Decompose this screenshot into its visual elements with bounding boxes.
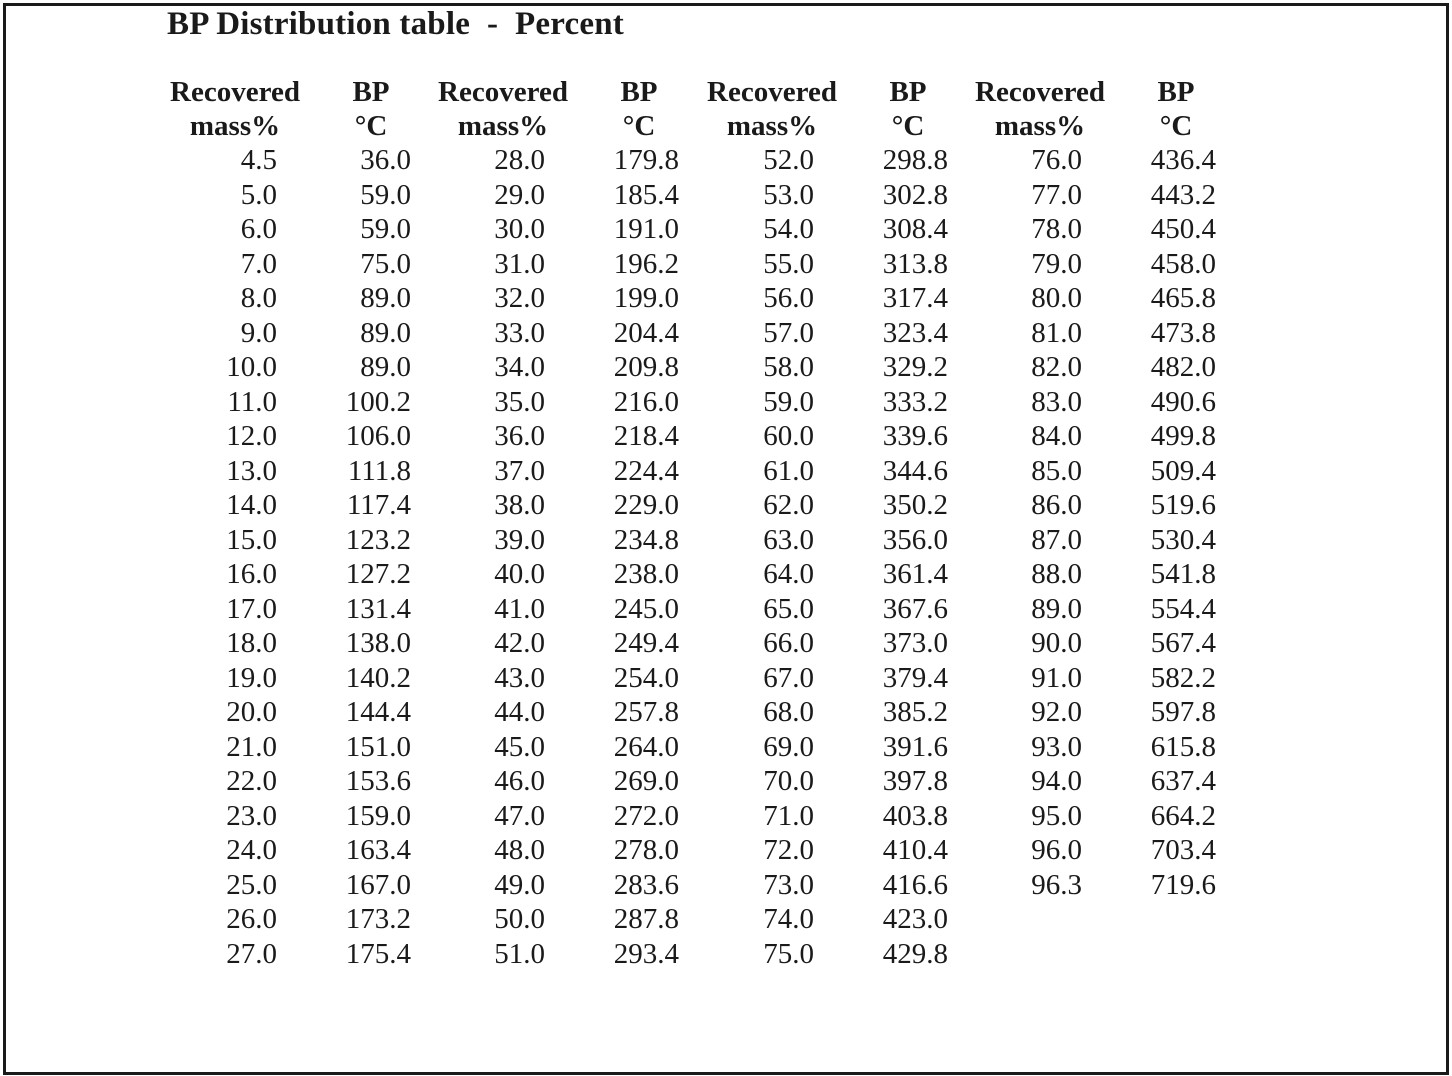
bp-value: 123.2: [345, 524, 411, 556]
recovered-mass-value: 5.0: [240, 179, 277, 211]
bp-value: 509.4: [1150, 455, 1216, 487]
bp-value: 257.8: [613, 696, 679, 728]
recovered-mass-value: 48.0: [494, 834, 545, 866]
recovered-mass-value: 22.0: [226, 765, 277, 797]
bp-value: 272.0: [613, 800, 679, 832]
bp-value: 151.0: [345, 731, 411, 763]
bp-value: 637.4: [1150, 765, 1216, 797]
bp-value: 117.4: [346, 489, 411, 521]
header-bp-unit: °C: [354, 110, 388, 142]
bp-value: 75.0: [360, 248, 411, 280]
recovered-mass-value: 63.0: [763, 524, 814, 556]
header-bp: BP: [352, 76, 390, 108]
bp-value: 234.8: [613, 524, 679, 556]
bp-value: 329.2: [882, 351, 948, 383]
recovered-mass-value: 28.0: [494, 144, 545, 176]
recovered-mass-value: 78.0: [1031, 213, 1082, 245]
recovered-mass-value: 11.0: [227, 386, 277, 418]
recovered-mass-value: 55.0: [763, 248, 814, 280]
bp-value: 490.6: [1150, 386, 1216, 418]
bp-value: 597.8: [1150, 696, 1216, 728]
recovered-mass-value: 80.0: [1031, 282, 1082, 314]
recovered-mass-value: 50.0: [494, 903, 545, 935]
bp-value: 287.8: [613, 903, 679, 935]
bp-value: 482.0: [1150, 351, 1216, 383]
recovered-mass-value: 56.0: [763, 282, 814, 314]
bp-value: 59.0: [360, 213, 411, 245]
bp-value: 269.0: [613, 765, 679, 797]
bp-value: 238.0: [613, 558, 679, 590]
bp-value: 379.4: [882, 662, 948, 694]
header-recovered-mass: Recovered: [975, 76, 1105, 108]
recovered-mass-value: 81.0: [1031, 317, 1082, 349]
recovered-mass-value: 34.0: [494, 351, 545, 383]
recovered-mass-value: 45.0: [494, 731, 545, 763]
recovered-mass-value: 75.0: [763, 938, 814, 970]
recovered-mass-value: 84.0: [1031, 420, 1082, 452]
recovered-mass-value: 96.3: [1031, 869, 1082, 901]
recovered-mass-value: 10.0: [226, 351, 277, 383]
recovered-mass-value: 68.0: [763, 696, 814, 728]
bp-value: 179.8: [613, 144, 679, 176]
recovered-mass-value: 24.0: [226, 834, 277, 866]
bp-value: 356.0: [882, 524, 948, 556]
recovered-mass-value: 70.0: [763, 765, 814, 797]
bp-value: 391.6: [882, 731, 948, 763]
bp-value: 254.0: [613, 662, 679, 694]
recovered-mass-value: 82.0: [1031, 351, 1082, 383]
header-recovered-mass: Recovered: [170, 76, 300, 108]
recovered-mass-value: 33.0: [494, 317, 545, 349]
bp-value: 36.0: [360, 144, 411, 176]
bp-value: 317.4: [882, 282, 948, 314]
recovered-mass-value: 21.0: [226, 731, 277, 763]
bp-value: 323.4: [882, 317, 948, 349]
recovered-mass-value: 25.0: [226, 869, 277, 901]
bp-value: 111.8: [347, 455, 411, 487]
recovered-mass-value: 6.0: [240, 213, 277, 245]
recovered-mass-value: 89.0: [1031, 593, 1082, 625]
header-recovered-mass: Recovered: [707, 76, 837, 108]
bp-value: 100.2: [345, 386, 411, 418]
bp-value: 385.2: [882, 696, 948, 728]
header-bp: BP: [620, 76, 658, 108]
bp-value: 333.2: [882, 386, 948, 418]
recovered-mass-value: 87.0: [1031, 524, 1082, 556]
recovered-mass-value: 60.0: [763, 420, 814, 452]
header-bp-unit: °C: [1159, 110, 1193, 142]
bp-value: 216.0: [613, 386, 679, 418]
recovered-mass-value: 96.0: [1031, 834, 1082, 866]
recovered-mass-value: 31.0: [494, 248, 545, 280]
bp-value: 283.6: [613, 869, 679, 901]
bp-value: 89.0: [360, 282, 411, 314]
recovered-mass-value: 61.0: [763, 455, 814, 487]
header-recovered-mass: Recovered: [438, 76, 568, 108]
bp-value: 293.4: [613, 938, 679, 970]
recovered-mass-value: 27.0: [226, 938, 277, 970]
recovered-mass-value: 19.0: [226, 662, 277, 694]
bp-value: 410.4: [882, 834, 948, 866]
recovered-mass-value: 16.0: [226, 558, 277, 590]
recovered-mass-value: 46.0: [494, 765, 545, 797]
bp-value: 245.0: [613, 593, 679, 625]
bp-value: 199.0: [613, 282, 679, 314]
recovered-mass-value: 88.0: [1031, 558, 1082, 590]
recovered-mass-value: 71.0: [763, 800, 814, 832]
bp-value: 473.8: [1150, 317, 1216, 349]
recovered-mass-value: 65.0: [763, 593, 814, 625]
recovered-mass-value: 7.0: [240, 248, 277, 280]
header-recovered-mass-unit: mass%: [994, 110, 1086, 142]
bp-value: 541.8: [1150, 558, 1216, 590]
recovered-mass-value: 51.0: [494, 938, 545, 970]
recovered-mass-value: 38.0: [494, 489, 545, 521]
recovered-mass-value: 76.0: [1031, 144, 1082, 176]
recovered-mass-value: 79.0: [1031, 248, 1082, 280]
recovered-mass-value: 72.0: [763, 834, 814, 866]
recovered-mass-value: 15.0: [226, 524, 277, 556]
recovered-mass-value: 17.0: [226, 593, 277, 625]
bp-value: 196.2: [613, 248, 679, 280]
bp-value: 209.8: [613, 351, 679, 383]
bp-value: 144.4: [345, 696, 411, 728]
recovered-mass-value: 83.0: [1031, 386, 1082, 418]
recovered-mass-value: 66.0: [763, 627, 814, 659]
recovered-mass-value: 86.0: [1031, 489, 1082, 521]
bp-value: 173.2: [345, 903, 411, 935]
bp-value: 615.8: [1150, 731, 1216, 763]
bp-value: 191.0: [613, 213, 679, 245]
recovered-mass-value: 13.0: [226, 455, 277, 487]
bp-value: 131.4: [345, 593, 411, 625]
recovered-mass-value: 49.0: [494, 869, 545, 901]
bp-value: 519.6: [1150, 489, 1216, 521]
bp-value: 127.2: [345, 558, 411, 590]
header-recovered-mass-unit: mass%: [189, 110, 281, 142]
bp-value: 308.4: [882, 213, 948, 245]
recovered-mass-value: 42.0: [494, 627, 545, 659]
bp-value: 554.4: [1150, 593, 1216, 625]
recovered-mass-value: 8.0: [240, 282, 277, 314]
bp-value: 167.0: [345, 869, 411, 901]
recovered-mass-value: 93.0: [1031, 731, 1082, 763]
recovered-mass-value: 47.0: [494, 800, 545, 832]
recovered-mass-value: 67.0: [763, 662, 814, 694]
bp-value: 59.0: [360, 179, 411, 211]
recovered-mass-value: 69.0: [763, 731, 814, 763]
bp-value: 530.4: [1150, 524, 1216, 556]
bp-value: 249.4: [613, 627, 679, 659]
recovered-mass-value: 23.0: [226, 800, 277, 832]
bp-value: 423.0: [882, 903, 948, 935]
bp-value: 204.4: [613, 317, 679, 349]
bp-value: 163.4: [345, 834, 411, 866]
bp-value: 313.8: [882, 248, 948, 280]
bp-value: 350.2: [882, 489, 948, 521]
bp-value: 703.4: [1150, 834, 1216, 866]
header-recovered-mass-unit: mass%: [726, 110, 818, 142]
bp-value: 298.8: [882, 144, 948, 176]
bp-value: 344.6: [882, 455, 948, 487]
bp-value: 89.0: [360, 351, 411, 383]
bp-value: 499.8: [1150, 420, 1216, 452]
bp-value: 373.0: [882, 627, 948, 659]
bp-value: 465.8: [1150, 282, 1216, 314]
recovered-mass-value: 29.0: [494, 179, 545, 211]
recovered-mass-value: 30.0: [494, 213, 545, 245]
header-bp-unit: °C: [622, 110, 656, 142]
header-bp: BP: [1157, 76, 1195, 108]
recovered-mass-value: 91.0: [1031, 662, 1082, 694]
bp-value: 397.8: [882, 765, 948, 797]
bp-value: 367.6: [882, 593, 948, 625]
bp-value: 153.6: [345, 765, 411, 797]
bp-value: 443.2: [1150, 179, 1216, 211]
header-bp-unit: °C: [891, 110, 925, 142]
recovered-mass-value: 37.0: [494, 455, 545, 487]
bp-value: 582.2: [1150, 662, 1216, 694]
bp-value: 450.4: [1150, 213, 1216, 245]
header-bp: BP: [889, 76, 927, 108]
recovered-mass-value: 57.0: [763, 317, 814, 349]
recovered-mass-value: 39.0: [494, 524, 545, 556]
recovered-mass-value: 35.0: [494, 386, 545, 418]
recovered-mass-value: 95.0: [1031, 800, 1082, 832]
bp-value: 218.4: [613, 420, 679, 452]
bp-value: 429.8: [882, 938, 948, 970]
bp-value: 175.4: [345, 938, 411, 970]
recovered-mass-value: 90.0: [1031, 627, 1082, 659]
bp-value: 719.6: [1150, 869, 1216, 901]
bp-value: 302.8: [882, 179, 948, 211]
bp-value: 403.8: [882, 800, 948, 832]
bp-value: 224.4: [613, 455, 679, 487]
bp-value: 567.4: [1150, 627, 1216, 659]
bp-value: 185.4: [613, 179, 679, 211]
recovered-mass-value: 26.0: [226, 903, 277, 935]
bp-value: 458.0: [1150, 248, 1216, 280]
bp-value: 159.0: [345, 800, 411, 832]
recovered-mass-value: 4.5: [240, 144, 277, 176]
recovered-mass-value: 54.0: [763, 213, 814, 245]
bp-value: 138.0: [345, 627, 411, 659]
recovered-mass-value: 52.0: [763, 144, 814, 176]
recovered-mass-value: 73.0: [763, 869, 814, 901]
recovered-mass-value: 58.0: [763, 351, 814, 383]
recovered-mass-value: 36.0: [494, 420, 545, 452]
bp-value: 436.4: [1150, 144, 1216, 176]
recovered-mass-value: 40.0: [494, 558, 545, 590]
recovered-mass-value: 94.0: [1031, 765, 1082, 797]
recovered-mass-value: 62.0: [763, 489, 814, 521]
recovered-mass-value: 74.0: [763, 903, 814, 935]
recovered-mass-value: 43.0: [494, 662, 545, 694]
recovered-mass-value: 18.0: [226, 627, 277, 659]
recovered-mass-value: 32.0: [494, 282, 545, 314]
recovered-mass-value: 12.0: [226, 420, 277, 452]
bp-value: 106.0: [345, 420, 411, 452]
bp-value: 664.2: [1150, 800, 1216, 832]
recovered-mass-value: 85.0: [1031, 455, 1082, 487]
bp-value: 339.6: [882, 420, 948, 452]
bp-value: 264.0: [613, 731, 679, 763]
table-title: BP Distribution table - Percent: [167, 6, 624, 42]
recovered-mass-value: 59.0: [763, 386, 814, 418]
bp-value: 361.4: [882, 558, 948, 590]
bp-value: 229.0: [613, 489, 679, 521]
recovered-mass-value: 53.0: [763, 179, 814, 211]
recovered-mass-value: 9.0: [240, 317, 277, 349]
recovered-mass-value: 44.0: [494, 696, 545, 728]
recovered-mass-value: 92.0: [1031, 696, 1082, 728]
header-recovered-mass-unit: mass%: [457, 110, 549, 142]
bp-value: 416.6: [882, 869, 948, 901]
bp-value: 89.0: [360, 317, 411, 349]
bp-value: 140.2: [345, 662, 411, 694]
recovered-mass-value: 41.0: [494, 593, 545, 625]
recovered-mass-value: 64.0: [763, 558, 814, 590]
recovered-mass-value: 14.0: [226, 489, 277, 521]
recovered-mass-value: 77.0: [1031, 179, 1082, 211]
bp-value: 278.0: [613, 834, 679, 866]
recovered-mass-value: 20.0: [226, 696, 277, 728]
